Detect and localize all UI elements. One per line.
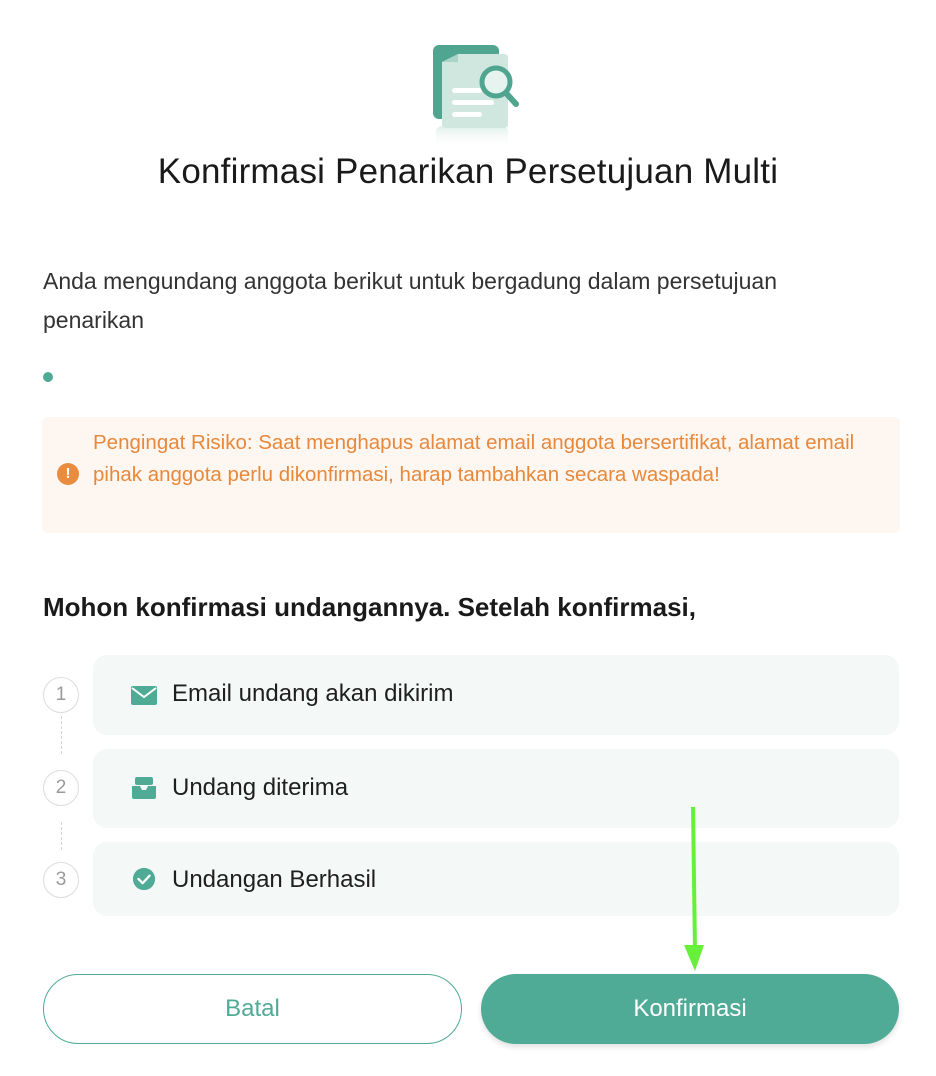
warning-icon: ! — [57, 463, 79, 485]
check-circle-icon — [131, 867, 157, 891]
member-list-bullet — [43, 372, 53, 382]
step-number: 3 — [43, 862, 79, 898]
dialog-title: Konfirmasi Penarikan Persetujuan Multi — [157, 152, 779, 191]
dialog-description: Anda mengundang anggota berikut untuk bergadung dalam persetujuan penarikan — [43, 268, 778, 333]
step-label: Email undang akan dikirim — [172, 680, 454, 707]
step-connector — [61, 716, 62, 754]
document-search-icon — [424, 40, 524, 152]
envelope-icon — [131, 684, 157, 708]
confirm-button[interactable]: Konfirmasi — [481, 974, 899, 1044]
step-label: Undangan Berhasil — [172, 866, 377, 893]
step-number: 1 — [43, 677, 79, 713]
inbox-icon — [131, 776, 157, 800]
annotation-arrow-icon — [676, 805, 712, 973]
confirm-heading: Mohon konfirmasi undangannya. Setelah konfirmasi, — [43, 592, 696, 622]
risk-warning-text: Pengingat Risiko: Saat menghapus alamat email anggota bersertifikat, alamat email pihak anggota perlu dikonfirmasi, harap tambahkan secara waspada! — [93, 431, 855, 486]
cancel-button[interactable]: Batal — [43, 974, 462, 1044]
step-number: 2 — [43, 770, 79, 806]
step-connector — [61, 822, 62, 850]
step-label: Undang diterima — [172, 774, 349, 801]
